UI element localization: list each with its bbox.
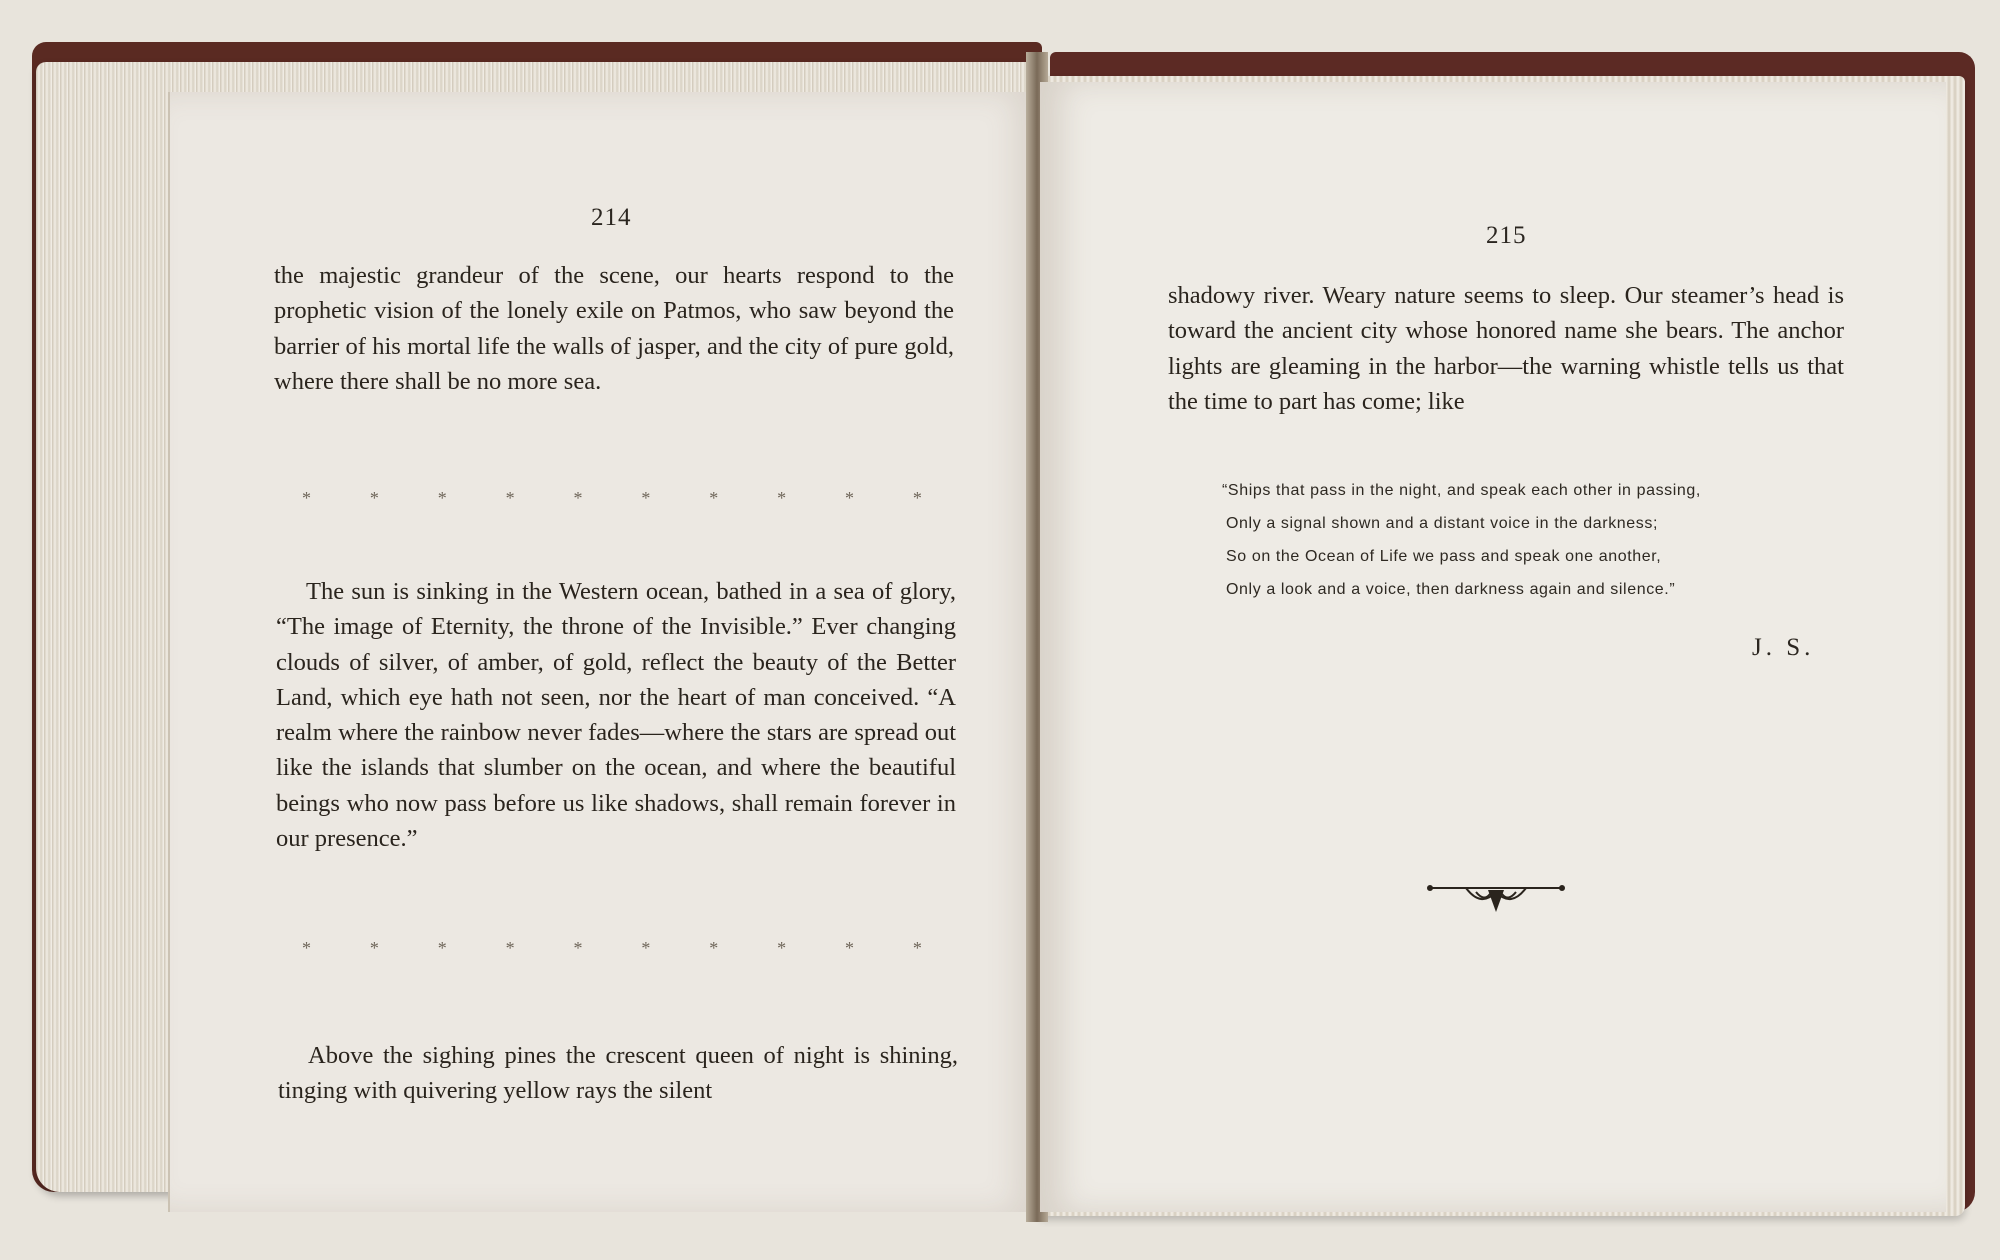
page-number-right: 215 <box>1486 222 1527 249</box>
left-page <box>168 92 1036 1212</box>
page-number-left: 214 <box>591 204 632 231</box>
right-paragraph: shadowy river. Weary nature seems to sleep. Our steamer’s head is toward the ancient city whose honored name she bears. The anchor lights are gleaming in the harbor—the warning whistle tells us that the time to part has come; like <box>1168 282 1844 415</box>
poem-line: So on the Ocean of Life we pass and speak one another, <box>1226 548 1662 565</box>
ornament-flourish-icon <box>1426 878 1566 918</box>
poem-line: “Ships that pass in the night, and speak each other in passing, <box>1222 482 1701 499</box>
poem-line: Only a look and a voice, then darkness again and silence.” <box>1226 581 1676 598</box>
section-separator-2: * * * * * * * * * * <box>302 938 922 958</box>
poem-line: Only a signal shown and a distant voice in the darkness; <box>1226 515 1659 532</box>
right-page <box>1040 82 1946 1212</box>
left-paragraph-3: Above the sighing pines the crescent queen of night is shining, tinging with quivering yellow rays the silent <box>278 1042 958 1105</box>
left-paragraph-1: the majestic grandeur of the scene, our hearts respond to the prophetic vision of the lonely exile on Patmos, who saw beyond the barrier of his mortal life the walls of jasper, and the city of pure gold, where there shall be no more sea. <box>274 262 954 395</box>
left-paragraph-2: The sun is sinking in the Western ocean, bathed in a sea of glory, “The image of Eternity, the throne of the Invisible.” Ever changing clouds of silver, of amber, of gold, reflect the beauty of the Better Land, which eye hath not seen, nor the heart of man conceived. “A realm where the rainbow never fades—where the stars are spread out like the islands that slumber on the ocean, and where the beautiful beings who now pass before us like shadows, shall remain forever in our presence.” <box>276 578 956 853</box>
poem-quote <box>1222 474 1701 606</box>
section-separator-1: * * * * * * * * * * <box>302 488 922 508</box>
signature: J. S. <box>1752 634 1815 661</box>
